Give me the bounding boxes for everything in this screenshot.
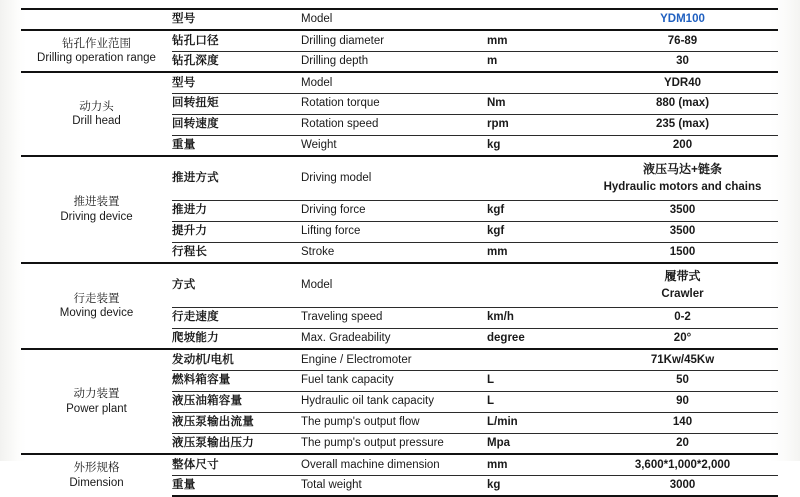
row-label-en: Driving model xyxy=(301,156,487,200)
row-label-cn: 钻孔口径 xyxy=(172,30,301,51)
row-label-cn: 发动机/电机 xyxy=(172,349,301,370)
row-label-en: Total weight xyxy=(301,475,487,496)
row-label-en: Fuel tank capacity xyxy=(301,370,487,391)
row-label-en: The pump's output pressure xyxy=(301,433,487,454)
row-label-cn: 钻孔深度 xyxy=(172,51,301,72)
row-unit: Nm xyxy=(487,93,587,114)
row-value: 50 xyxy=(587,370,778,391)
row-label-en: Driving force xyxy=(301,200,487,221)
row-value: YDR40 xyxy=(587,72,778,93)
row-unit: kgf xyxy=(487,200,587,221)
row-label-cn: 行走速度 xyxy=(172,307,301,328)
row-unit xyxy=(487,263,587,307)
row-unit xyxy=(487,349,587,370)
group-label-en: Dimension xyxy=(69,476,124,489)
row-value-en: Crawler xyxy=(661,288,704,301)
group-label-en: Power plant xyxy=(66,402,127,415)
row-label-en: The pump's output flow xyxy=(301,412,487,433)
row-label-cn: 回转速度 xyxy=(172,114,301,135)
row-value: 3500 xyxy=(587,221,778,242)
row-unit: mm xyxy=(487,30,587,51)
group-label-cn: 钻孔作业范围 xyxy=(62,37,131,50)
row-value-cn: 履带式 xyxy=(664,269,701,284)
row-value: 3000 xyxy=(587,475,778,496)
row-label-cn: 重量 xyxy=(172,475,301,496)
row-label-cn: 液压泵输出流量 xyxy=(172,412,301,433)
row-unit: Mpa xyxy=(487,433,587,454)
row-label-cn: 型号 xyxy=(172,9,301,30)
row-unit: mm xyxy=(487,454,587,475)
group-label-driving-device xyxy=(21,156,172,263)
group-label-moving-device xyxy=(21,263,172,349)
row-label-en: Engine / Electromoter xyxy=(301,349,487,370)
row-label-cn: 液压泵输出压力 xyxy=(172,433,301,454)
row-label-cn: 行程长 xyxy=(172,242,301,263)
row-unit: L/min xyxy=(487,412,587,433)
row-value: 0-2 xyxy=(587,307,778,328)
group-label-cn: 动力装置 xyxy=(73,388,120,401)
table-row xyxy=(21,156,778,200)
row-value: 90 xyxy=(587,391,778,412)
row-label-en: Model xyxy=(301,72,487,93)
row-label-en: Stroke xyxy=(301,242,487,263)
group-label-en: Driving device xyxy=(60,210,133,223)
row-value: 76-89 xyxy=(587,30,778,51)
row-label-cn: 重量 xyxy=(172,135,301,156)
row-label-en: Weight xyxy=(301,135,487,156)
table-row xyxy=(21,30,778,51)
row-value-moving-model xyxy=(587,263,778,307)
row-value: 1500 xyxy=(587,242,778,263)
row-unit: L xyxy=(487,391,587,412)
row-label-en: Max. Gradeability xyxy=(301,328,487,349)
row-value: 235 (max) xyxy=(587,114,778,135)
group-label-drill-head xyxy=(21,72,172,156)
row-unit xyxy=(487,72,587,93)
row-label-cn: 整体尺寸 xyxy=(172,454,301,475)
row-label-cn: 爬坡能力 xyxy=(172,328,301,349)
row-label-en: Rotation torque xyxy=(301,93,487,114)
row-label-cn: 燃料箱容量 xyxy=(172,370,301,391)
row-value-model: YDM100 xyxy=(587,9,778,30)
row-unit: degree xyxy=(487,328,587,349)
row-unit: km/h xyxy=(487,307,587,328)
row-unit: kg xyxy=(487,135,587,156)
row-value: 30 xyxy=(587,51,778,72)
group-label-cn: 外形规格 xyxy=(73,462,120,475)
row-label-en: Model xyxy=(301,263,487,307)
row-value-cn: 液压马达+链条 xyxy=(642,162,722,177)
row-label-cn: 推进力 xyxy=(172,200,301,221)
group-label-en: Drilling operation range xyxy=(37,52,156,64)
row-label-en: Lifting force xyxy=(301,221,487,242)
group-label-en: Drill head xyxy=(72,115,121,127)
row-unit xyxy=(487,156,587,200)
row-label-en: Traveling speed xyxy=(301,307,487,328)
row-value: 880 (max) xyxy=(587,93,778,114)
row-label-en: Model xyxy=(301,9,487,30)
table-row xyxy=(21,349,778,370)
row-value-en: Hydraulic motors and chains xyxy=(603,181,762,194)
row-unit: mm xyxy=(487,242,587,263)
row-label-cn: 回转扭矩 xyxy=(172,93,301,114)
row-unit: kg xyxy=(487,475,587,496)
table-row-model-header xyxy=(21,9,778,30)
row-label-cn: 提升力 xyxy=(172,221,301,242)
row-label-cn: 型号 xyxy=(172,72,301,93)
row-label-en: Drilling diameter xyxy=(301,30,487,51)
row-unit: m xyxy=(487,51,587,72)
row-value: 3500 xyxy=(587,200,778,221)
row-value: 200 xyxy=(587,135,778,156)
group-label-cn: 行走装置 xyxy=(73,292,120,305)
group-label-cn: 推进装置 xyxy=(73,196,120,209)
row-label-en: Hydraulic oil tank capacity xyxy=(301,391,487,412)
table-row xyxy=(21,454,778,475)
row-unit: kgf xyxy=(487,221,587,242)
row-value: 140 xyxy=(587,412,778,433)
row-unit xyxy=(487,9,587,30)
group-label-power-plant xyxy=(21,349,172,454)
row-label-cn: 方式 xyxy=(172,263,301,307)
specification-table xyxy=(21,8,778,497)
row-value: 3,600*1,000*2,000 xyxy=(587,454,778,475)
group-label-dimension xyxy=(21,454,172,496)
table-row xyxy=(21,72,778,93)
row-value: 20 xyxy=(587,433,778,454)
row-label-en: Rotation speed xyxy=(301,114,487,135)
row-unit: rpm xyxy=(487,114,587,135)
row-unit: L xyxy=(487,370,587,391)
row-label-cn: 推进方式 xyxy=(172,156,301,200)
row-label-en: Overall machine dimension xyxy=(301,454,487,475)
table-row xyxy=(21,263,778,307)
group-label-en: Moving device xyxy=(59,307,134,319)
row-value: 71Kw/45Kw xyxy=(587,349,778,370)
row-label-cn: 液压油箱容量 xyxy=(172,391,301,412)
row-value: 20° xyxy=(587,328,778,349)
group-label-empty xyxy=(21,9,172,30)
row-value-driving-model xyxy=(587,156,778,200)
group-label-cn: 动力头 xyxy=(79,100,114,113)
specification-table-body xyxy=(21,9,778,496)
group-label-drilling-operation-range xyxy=(21,30,172,72)
row-label-en: Drilling depth xyxy=(301,51,487,72)
